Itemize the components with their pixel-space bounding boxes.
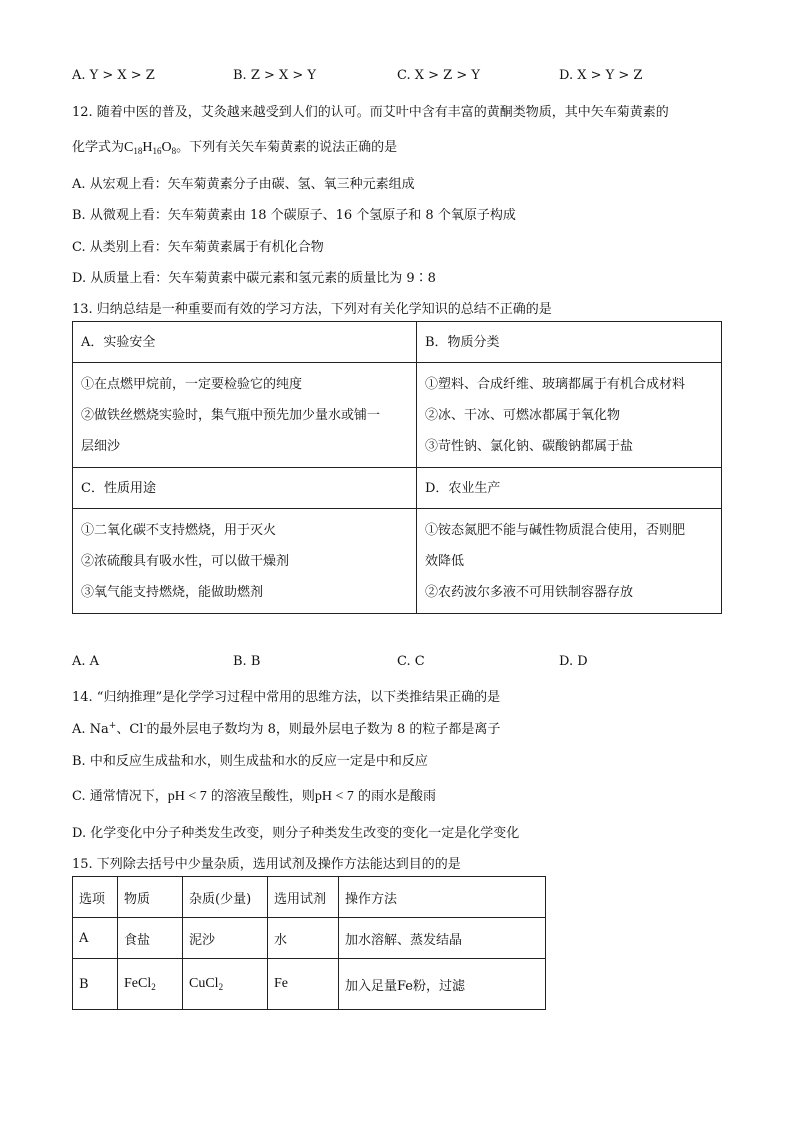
q15-header-row bbox=[73, 877, 546, 918]
q13-cell-b-body: ①塑料、合成纤维、玻璃都属于有机合成材料 ②冰、干冰、可燃冰都属于氧化物 ③苛性钠、氯化钠、碳酸钠都属于盐 bbox=[417, 363, 722, 468]
q11-option-d: D. X > Y > Z bbox=[559, 68, 643, 83]
q11-option-a: A. Y > X > Z bbox=[72, 68, 155, 83]
q15-row-a: A 食盐 泥沙 水 加水溶解、蒸发结晶 bbox=[73, 918, 546, 959]
q13-option-a: A. A bbox=[72, 654, 100, 669]
q15-header-method: 操作方法 bbox=[339, 877, 546, 918]
q12-stem-line1: 12. 随着中医的普及，艾灸越来越受到人们的认可。而艾叶中含有丰富的黄酮类物质，其中矢车菊黄素的 bbox=[72, 105, 669, 120]
q13-cell-a-head: A．实验安全 bbox=[73, 322, 417, 363]
q13-option-c: C. C bbox=[397, 654, 425, 669]
q13-cell-d-head: D．农业生产 bbox=[417, 468, 722, 509]
q12-stem-prefix: 化学式为 bbox=[72, 140, 125, 155]
q14-option-a: A. Na+、Cl-的最外层电子数均为 8，则最外层电子数为 8 的粒子都是离子 bbox=[72, 721, 501, 737]
q13-option-d: D. D bbox=[559, 654, 588, 669]
q12-stem-suffix: 。下列有关矢车菊黄素的说法正确的是 bbox=[176, 140, 398, 155]
q15-header-impurity: 杂质(少量) bbox=[183, 877, 268, 918]
q15-stem: 15. 下列除去括号中少量杂质，选用试剂及操作方法能达到目的的是 bbox=[72, 857, 461, 872]
q13-table bbox=[72, 321, 722, 614]
q13-cell-b-head: B．物质分类 bbox=[417, 322, 722, 363]
q15-header-option: 选项 bbox=[73, 877, 118, 918]
q12-stem-line2 bbox=[72, 136, 397, 156]
q11-option-c: C. X > Z > Y bbox=[397, 68, 480, 83]
q13-option-b: B. B bbox=[233, 654, 261, 669]
q14-option-c: C. 通常情况下，pH < 7 的溶液呈酸性，则pH < 7 的雨水是酸雨 bbox=[72, 789, 437, 804]
q13-cell-c-head: C．性质用途 bbox=[73, 468, 417, 509]
q14-option-b: B. 中和反应生成盐和水，则生成盐和水的反应一定是中和反应 bbox=[72, 754, 428, 769]
q13-cell-a-body: ①在点燃甲烷前，一定要检验它的纯度 ②做铁丝燃烧实验时，集气瓶中预先加少量水或铺一 层细沙 bbox=[73, 363, 417, 468]
q15-row-b: B FeCl$_2$ CuCl$_2$ Fe 加入足量Fe粉，过滤 bbox=[73, 959, 546, 1010]
q13-cell-c-body: ①二氧化碳不支持燃烧，用于灭火 ②浓硫酸具有吸水性，可以做干燥剂 ③氧气能支持燃烧，能做助燃剂 bbox=[73, 509, 417, 614]
q15-header-reagent: 选用试剂 bbox=[268, 877, 339, 918]
q14-option-d: D. 化学变化中分子种类发生改变，则分子种类发生改变的变化一定是化学变化 bbox=[72, 826, 520, 841]
q12-option-b: B. 从微观上看：矢车菊黄素由 18 个碳原子、16 个氢原子和 8 个氧原子构成 bbox=[72, 208, 516, 223]
q12-option-c: C. 从类别上看：矢车菊黄素属于有机化合物 bbox=[72, 240, 324, 255]
q13-cell-d-body: ①铵态氮肥不能与碱性物质混合使用，否则肥 效降低 ②农药波尔多液不可用铁制容器存放 bbox=[417, 509, 722, 614]
q15-table bbox=[72, 876, 546, 1010]
q12-option-a: A. 从宏观上看：矢车菊黄素分子由碳、氢、氧三种元素组成 bbox=[72, 177, 415, 192]
q13-stem: 13. 归纳总结是一种重要而有效的学习方法，下列对有关化学知识的总结不正确的是 bbox=[72, 302, 552, 317]
q14-stem: 14. “归纳推理”是化学学习过程中常用的思维方法，以下类推结果正确的是 bbox=[72, 690, 501, 705]
q12-formula: $C_{18}H_{16}O_8$ bbox=[124, 140, 177, 156]
q11-option-b: B. Z > X > Y bbox=[233, 68, 317, 83]
q15-header-substance: 物质 bbox=[118, 877, 183, 918]
q12-option-d: D. 从质量上看：矢车菊黄素中碳元素和氢元素的质量比为 9∶8 bbox=[72, 271, 436, 286]
